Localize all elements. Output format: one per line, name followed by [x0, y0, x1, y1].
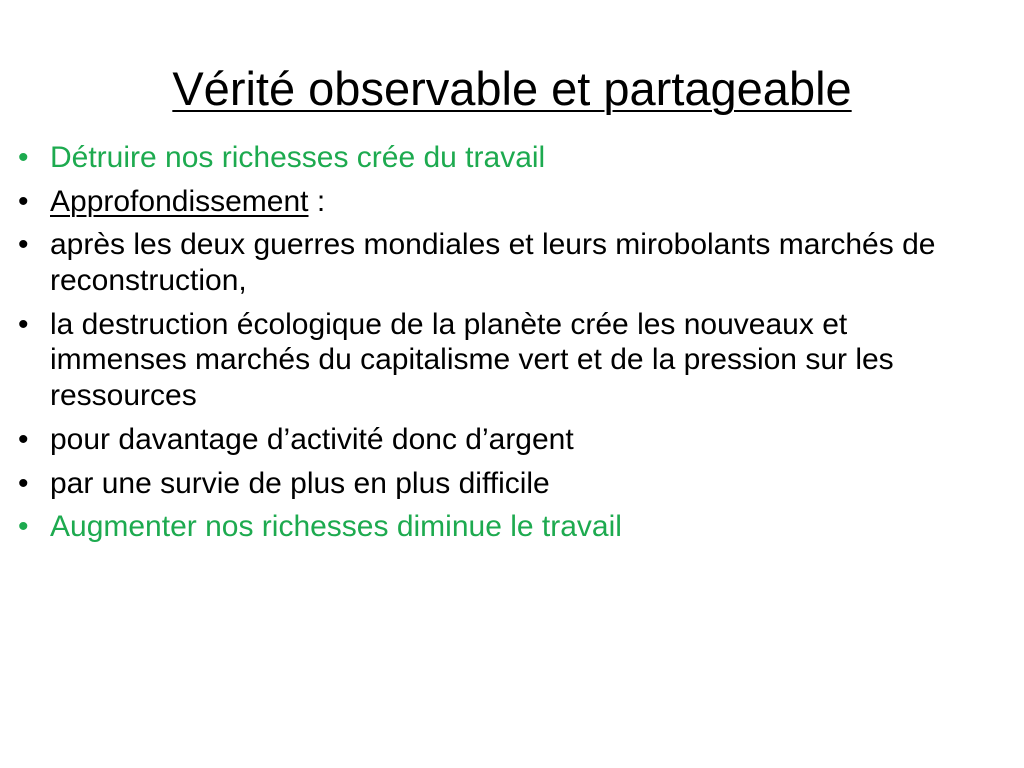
bullet-item: [18, 227, 978, 298]
bullet-text: Augmenter nos richesses diminue le travail: [50, 510, 622, 544]
bullet-list: [18, 140, 978, 553]
bullet-item: [18, 140, 978, 176]
bullet-item: [18, 422, 978, 458]
bullet-dot-icon: •: [18, 184, 29, 218]
bullet-suffix: :: [308, 184, 326, 218]
bullet-item: [18, 307, 978, 414]
bullet-text: pour davantage d’activité donc d’argent: [50, 422, 574, 456]
bullet-text: après les deux guerres mondiales et leurs mirobolants marchés de reconstruction,: [50, 228, 936, 298]
bullet-text: la destruction écologique de la planète crée les nouveaux et immenses marchés du capitalisme vert et de la pression sur les ressources: [50, 307, 894, 413]
bullet-dot-icon: •: [18, 510, 29, 544]
bullet-text: Approfondissement: [50, 184, 309, 218]
bullet-text: Détruire nos richesses crée du travail: [50, 141, 546, 174]
bullet-dot-icon: •: [18, 141, 29, 174]
bullet-dot-icon: •: [18, 422, 29, 456]
bullet-dot-icon: •: [18, 228, 29, 262]
bullet-item: [18, 509, 978, 545]
bullet-item: [18, 184, 978, 220]
bullet-item: [18, 466, 978, 502]
slide-title: Vérité observable et partageable: [172, 62, 852, 115]
bullet-dot-icon: •: [18, 466, 29, 500]
bullet-dot-icon: •: [18, 307, 29, 341]
bullet-text: par une survie de plus en plus difficile: [50, 466, 550, 500]
